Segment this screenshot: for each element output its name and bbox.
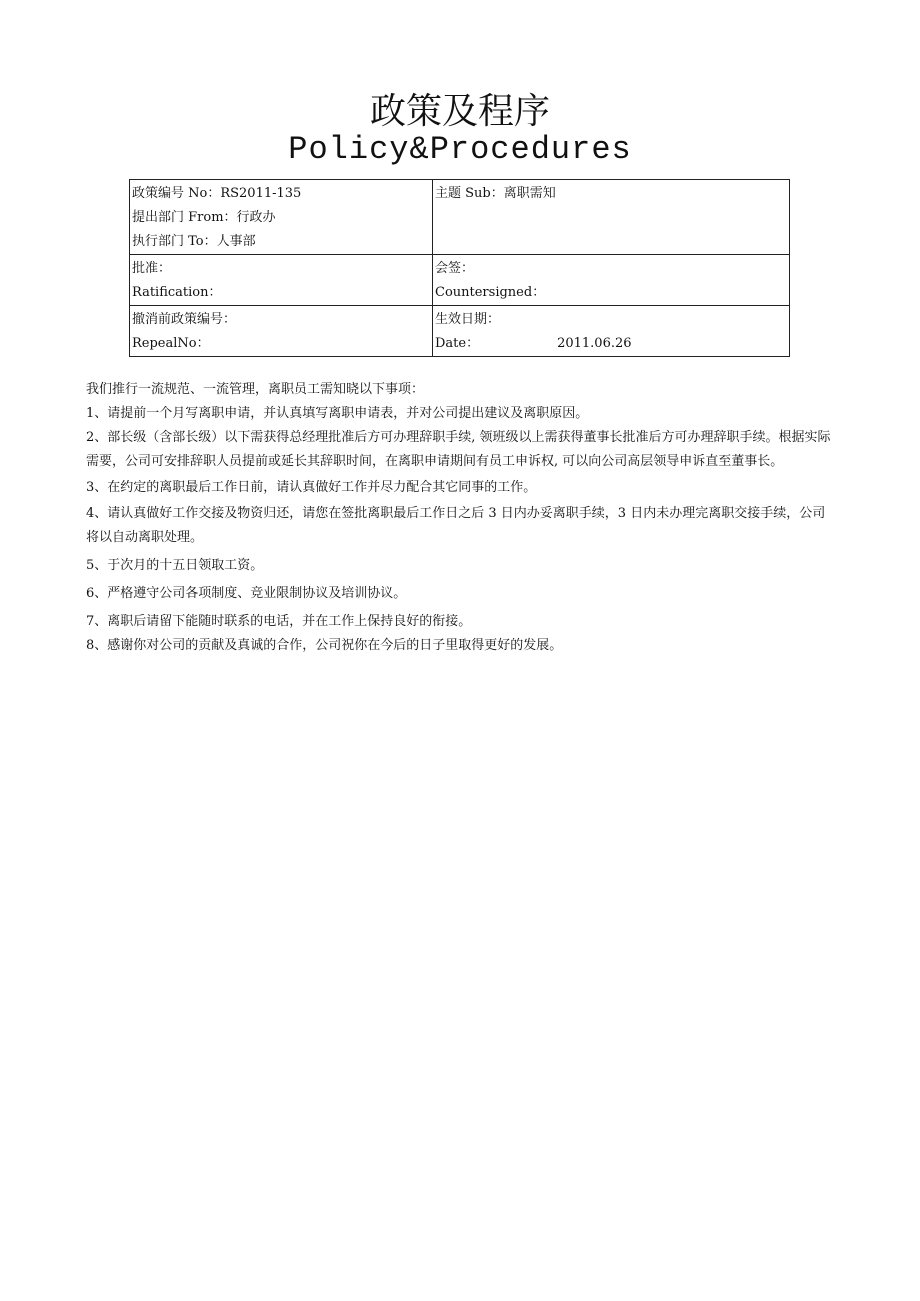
info-row-approval bbox=[130, 255, 790, 306]
date-value: 2011.06.26 bbox=[557, 336, 632, 351]
info-row-identity bbox=[130, 180, 790, 255]
list-item: 8、感谢你对公司的贡献及真诚的合作，公司祝你在今后的日子里取得更好的发展。 bbox=[86, 638, 563, 653]
list-item: 2、部长级（含部长级）以下需获得总经理批准后方可办理辞职手续, 领班级以上需获得董事长批准后方可办理辞职手续。根据实际需要，公司可安排辞职人员提前或延长其辞职时间，在离职申请期间有员工申诉权, 可以向公司高层领导申诉直至董事长。 bbox=[86, 430, 831, 469]
policy-info-table bbox=[129, 179, 790, 357]
subject-cell bbox=[433, 180, 790, 255]
subject: 主题 Sub：离职需知 bbox=[435, 186, 556, 201]
repeal-label-cn: 撤消前政策编号： bbox=[132, 312, 237, 327]
page-title-chinese: 政策及程序 bbox=[369, 91, 550, 132]
repeal-label-en: RepealNo： bbox=[132, 336, 210, 351]
info-row-repeal bbox=[130, 306, 790, 357]
identity-cell bbox=[130, 180, 433, 255]
page-title-english: Policy&Procedures bbox=[288, 131, 632, 168]
list-item: 5、于次月的十五日领取工资。 bbox=[86, 558, 264, 573]
repeal-cell bbox=[130, 306, 433, 357]
approval-cell bbox=[130, 255, 433, 306]
effective-date-cell bbox=[433, 306, 790, 357]
list-item: 3、在约定的离职最后工作日前，请认真做好工作并尽力配合其它同事的工作。 bbox=[86, 480, 537, 495]
effective-date-line bbox=[435, 332, 787, 356]
list-item: 4、请认真做好工作交接及物资归还，请您在签批离职最后工作日之后 3 日内办妥离职手续，3 日内未办理完离职交接手续，公司将以自动离职处理。 bbox=[86, 506, 826, 545]
countersign-label-en: Countersigned： bbox=[435, 285, 546, 300]
list-item: 7、离职后请留下能随时联系的电话，并在工作上保持良好的衔接。 bbox=[86, 614, 472, 629]
approval-label-en: Ratification： bbox=[132, 285, 222, 300]
countersign-cell bbox=[433, 255, 790, 306]
date-label: Date： bbox=[435, 336, 480, 351]
notice-body bbox=[86, 378, 838, 658]
effective-label-cn: 生效日期： bbox=[435, 312, 501, 327]
list-item: 6、严格遵守公司各项制度、竞业限制协议及培训协议。 bbox=[86, 586, 407, 601]
list-item: 1、请提前一个月写离职申请，并认真填写离职申请表，并对公司提出建议及离职原因。 bbox=[86, 406, 589, 421]
from-department: 提出部门 From：行政办 bbox=[132, 210, 276, 225]
intro-text: 我们推行一流规范、一流管理，离职员工需知晓以下事项： bbox=[86, 382, 425, 397]
policy-number: 政策编号 No：RS2011-135 bbox=[132, 186, 302, 201]
approval-label-cn: 批准： bbox=[132, 261, 172, 276]
countersign-label-cn: 会签： bbox=[435, 261, 475, 276]
to-department: 执行部门 To：人事部 bbox=[132, 234, 256, 249]
